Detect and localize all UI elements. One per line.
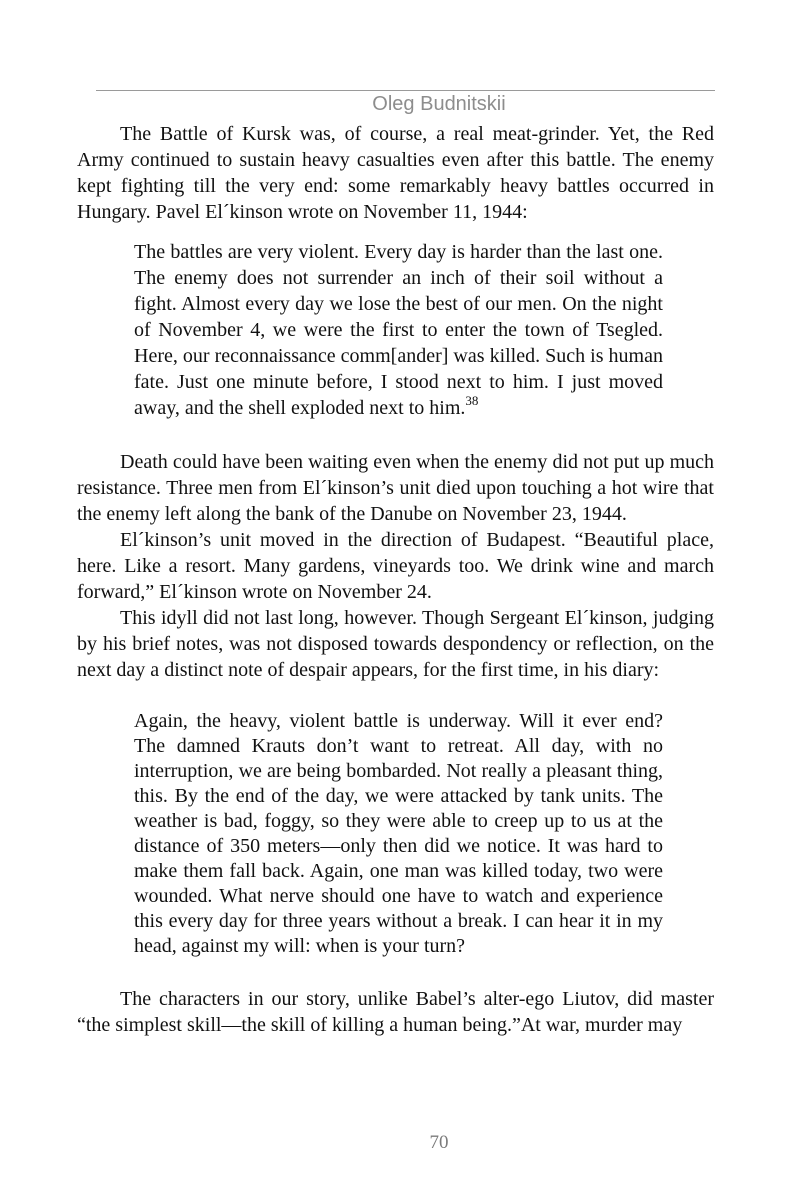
paragraph-idyll: This idyll did not last long, however. Though Sergeant El´kinson, judging by his brief notes, was not disposed towards despondency or reflection, on the next day a distinct note of despair appears, for the first time, in his diary: <box>77 607 714 681</box>
running-header: Oleg Budnitskii <box>372 93 506 115</box>
page-number: 70 <box>429 1132 449 1153</box>
header-rule <box>96 90 715 91</box>
footnote-marker-38: 38 <box>465 393 479 409</box>
paragraph-characters: The characters in our story, unlike Babel’s alter-ego Liutov, did master “the simplest skill—the skill of killing a human being.”At war, murder may <box>77 988 714 1036</box>
page-body <box>77 121 714 1038</box>
paragraph-budapest: El´kinson’s unit moved in the direction of Budapest. “Beautiful place, here. Like a resort. Many gardens, vineyards too. We drink wine and march forward,” El´kinson wrote on November 24. <box>77 529 714 603</box>
paragraph-death-waiting: Death could have been waiting even when the enemy did not put up much resistance. Three men from El´kinson’s unit died upon touching a hot wire that the enemy left along the bank of the Danube on November 23, 1944. <box>77 451 714 525</box>
paragraph-kursk: The Battle of Kursk was, of course, a real meat-grinder. Yet, the Red Army continued to sustain heavy casualties even after this battle. The enemy kept fighting till the very end: some remarkably heavy battles occurred in Hungary. Pavel El´kinson wrote on November 11, 1944: <box>77 123 714 223</box>
blockquote-diary-november-11 <box>134 239 663 421</box>
blockquote-diary-november-25: Again, the heavy, violent battle is underway. Will it ever end? The damned Krauts don’t want to retreat. All day, with no interruption, we are being bombarded. Not really a pleasant thing, this. By the end of the day, we were attacked by tank units. The weather is bad, foggy, so they were able to creep up to us at the distance of 350 meters—only then did we notice. It was hard to make them fall back. Again, one man was killed today, two were wounded. What nerve should one have to watch and experience this every day for three years without a break. I can hear it in my head, against my will: when is your turn? <box>134 710 663 957</box>
blockquote-text: The battles are very violent. Every day is harder than the last one. The enemy does not surrender an inch of their soil without a fight. Almost every day we lose the best of our men. On the night of November 4, we were the first to enter the town of Tsegled. Here, our reconnaissance comm[ander] was killed. Such is human fate. Just one minute before, I stood next to him. I just moved away, and the shell exploded next to him. <box>134 241 663 419</box>
